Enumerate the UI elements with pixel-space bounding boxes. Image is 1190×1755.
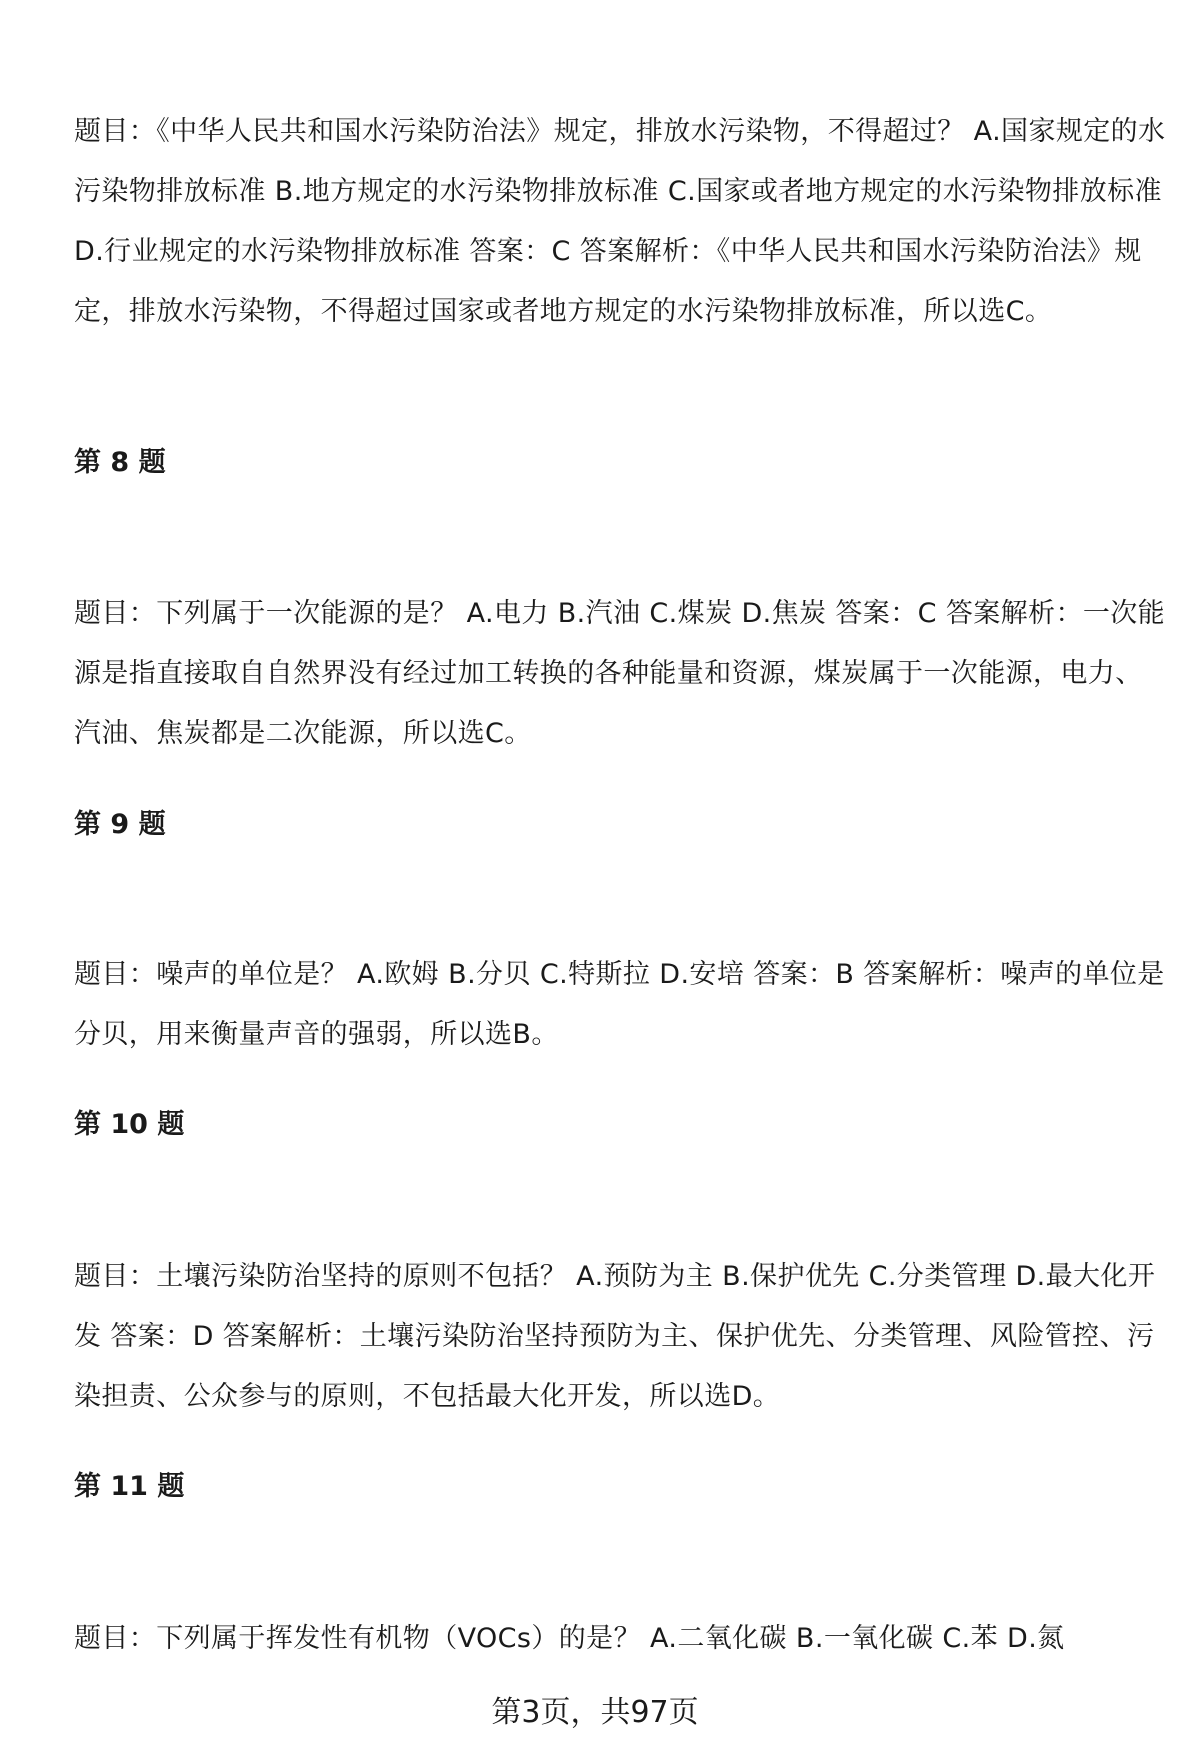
question-9-heading: 第 9 题 [74, 809, 166, 840]
question-10-heading: 第 10 题 [74, 1109, 185, 1140]
question-8-body: 题目：下列属于一次能源的是？ A.电力 B.汽油 C.煤炭 D.焦炭 答案：C 答案解析：一次能源是指直接取自自然界没有经过加工转换的各种能量和资源，煤炭属于一次能源，电力、汽油、焦炭都是二次能源，所以选C。 [74, 598, 1166, 749]
question-10-body: 题目：土壤污染防治坚持的原则不包括？ A.预防为主 B.保护优先 C.分类管理 D.最大化开发 答案：D 答案解析：土壤污染防治坚持预防为主、保护优先、分类管理、风险管控、污染担责、公众参与的原则，不包括最大化开发，所以选D。 [74, 1261, 1156, 1412]
question-9-body: 题目：噪声的单位是？ A.欧姆 B.分贝 C.特斯拉 D.安培 答案：B 答案解析：噪声的单位是分贝，用来衡量声音的强弱，所以选B。 [74, 959, 1165, 1050]
question-11-body: 题目：下列属于挥发性有机物（VOCs）的是？ A.二氧化碳 B.一氧化碳 C.苯 D.氮 [74, 1623, 1065, 1654]
page-number-footer: 第3页，共97页 [491, 1695, 699, 1730]
question-8-heading: 第 8 题 [74, 447, 166, 478]
question-7-body: 题目：《中华人民共和国水污染防治法》规定，排放水污染物，不得超过？ A.国家规定的水污染物排放标准 B.地方规定的水污染物排放标准 C.国家或者地方规定的水污染物排放标准 D.行业规定的水污染物排放标准 答案：C 答案解析：《中华人民共和国水污染防治法》规定，排放水污染物，不得超过国家或者地方规定的水污染物排放标准，所以选C。 [74, 116, 1166, 327]
question-11-heading: 第 11 题 [74, 1471, 185, 1502]
